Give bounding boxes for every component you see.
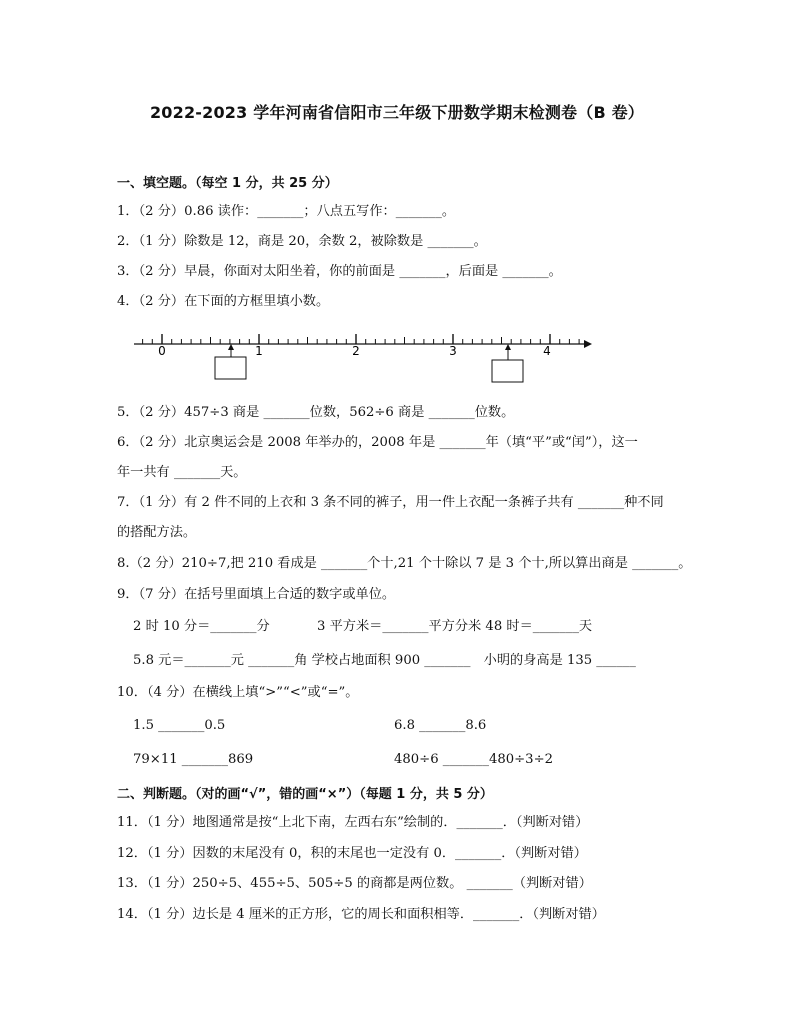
page-title: 2022-2023 学年河南省信阳市三年级下册数学期末检测卷（B 卷） — [149, 103, 645, 122]
question-6-line-1: 6．（2 分）北京奥运会是 2008 年举办的，2008 年是 _______年（填“平”或“闰”），这一 — [117, 435, 638, 450]
tick-label-4: 4 — [543, 344, 551, 358]
pointer-arrowhead-2 — [505, 344, 511, 350]
question-2: 2．（1 分）除数是 12，商是 20，余数 2，被除数是 _______。 — [117, 234, 487, 249]
section-1-header: 一、填空题。（每空 1 分，共 25 分） — [117, 176, 338, 191]
question-12: 12．（1 分）因数的末尾没有 0，积的末尾也一定没有 0．_______．（判断对错） — [117, 846, 587, 861]
question-5: 5．（2 分）457÷3 商是 _______位数，562÷6 商是 _______位数。 — [117, 405, 515, 420]
number-line-arrowhead — [584, 340, 592, 348]
q9-item-hours: 2 时 10 分＝_______分 — [133, 619, 270, 634]
question-11: 11．（1 分）地图通常是按“上北下南，左西右东”绘制的．_______．（判断对错） — [117, 815, 589, 830]
tick-label-1: 1 — [255, 344, 263, 358]
tick-label-2: 2 — [352, 344, 360, 358]
question-8: 8.（2 分）210÷7,把 210 看成是 _______个十,21 个十除以 7 是 3 个十,所以算出商是 _______。 — [117, 556, 692, 571]
q10-item-2: 6.8 _______8.6 — [394, 718, 487, 733]
number-line-figure — [132, 320, 594, 388]
question-13: 13．（1 分）250÷5、455÷5、505÷5 的商都是两位数。 _______（判断对错） — [117, 876, 592, 891]
question-4: 4．（2 分）在下面的方框里填小数。 — [117, 294, 330, 309]
tick-label-3: 3 — [449, 344, 457, 358]
answer-box-1 — [215, 357, 246, 379]
pointer-arrowhead-1 — [228, 344, 234, 350]
question-6-line-2: 年一共有 _______天。 — [117, 465, 247, 480]
question-7-line-1: 7．（1 分）有 2 件不同的上衣和 3 条不同的裤子，用一件上衣配一条裤子共有 _______种不同 — [117, 495, 664, 510]
tick-label-0: 0 — [158, 344, 166, 358]
q10-item-1: 1.5 _______0.5 — [133, 718, 226, 733]
question-7-line-2: 的搭配方法。 — [117, 525, 197, 540]
section-2-header: 二、判断题。（对的画“√”，错的画“×”）（每题 1 分，共 5 分） — [117, 787, 493, 802]
q10-item-3: 79×11 _______869 — [133, 752, 254, 767]
answer-box-2 — [492, 360, 523, 382]
question-3: 3．（2 分）早晨，你面对太阳坐着，你的前面是 _______，后面是 _______。 — [117, 264, 562, 279]
q10-item-4: 480÷6 _______480÷3÷2 — [394, 752, 554, 767]
question-1: 1．（2 分）0.86 读作：_______；八点五写作：_______。 — [117, 204, 456, 219]
question-9: 9．（7 分）在括号里面填上合适的数字或单位。 — [117, 587, 396, 602]
question-14: 14．（1 分）边长是 4 厘米的正方形，它的周长和面积相等．_______．（判断对错） — [117, 907, 605, 922]
q9-item-area-days: 3 平方米＝_______平方分米 48 时＝_______天 — [317, 619, 593, 634]
q9-item-money-area-height: 5.8 元＝_______元 _______角 学校占地面积 900 _______ 小明的身高是 135 ______ — [133, 653, 636, 668]
question-10: 10．（4 分）在横线上填“>”“<”或“=”。 — [117, 685, 359, 700]
